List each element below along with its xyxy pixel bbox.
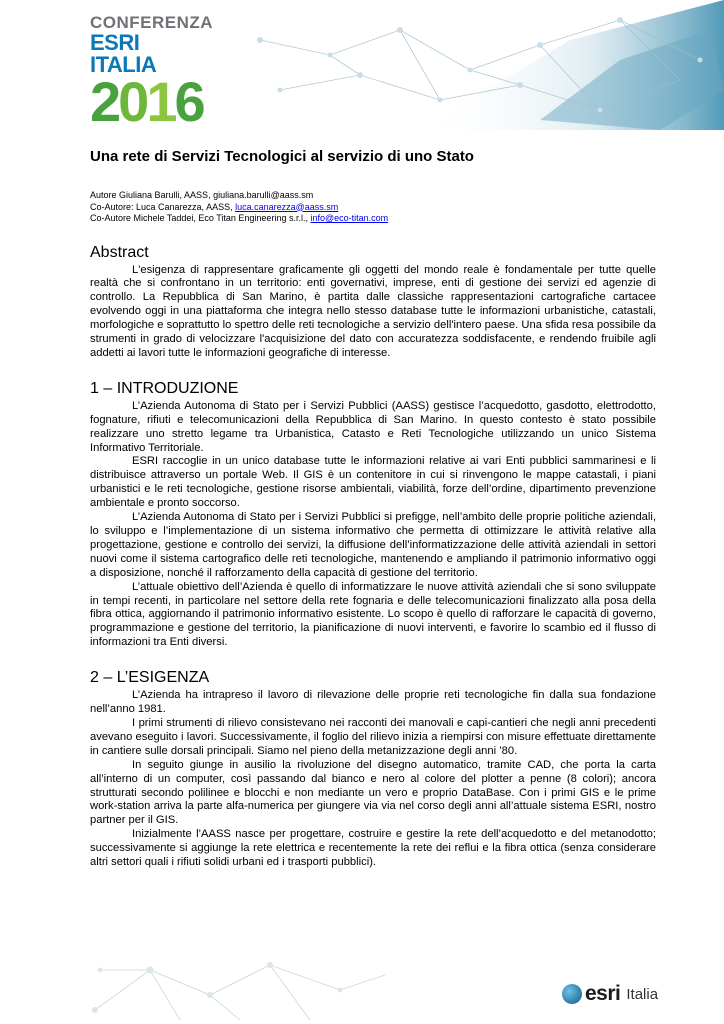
- footer-network-art: [90, 950, 390, 1024]
- paragraph: I primi strumenti di rilievo consistevano nei racconti dei manovali e capi-cantieri che negli anni precedenti avevano eseguito i lavori. Successivamente, il foglio del rilievo inizia a riempirsi con misure effettuate direttamente in cantiere sulle dorsali principali. Siamo nel pieno della metanizzazione degli anni ’80.: [90, 716, 656, 757]
- section-heading: 2 – L’ESIGENZA: [90, 669, 210, 687]
- globe-icon: [562, 984, 582, 1004]
- paragraph: L’Azienda ha intrapreso il lavoro di rilevazione delle proprie reti tecnologiche fin dalla sua fondazione nell’anno 1981.: [90, 689, 656, 716]
- section-introduzione: [90, 379, 656, 650]
- paper-title: Una rete di Servizi Tecnologici al servizio di uno Stato: [90, 148, 474, 165]
- italia-wordmark: Italia: [626, 985, 659, 1003]
- logo-year: 2016: [90, 70, 203, 133]
- section-heading: 1 – INTRODUZIONE: [90, 379, 239, 397]
- header-network-art: [240, 0, 724, 130]
- paragraph: L'esigenza di rappresentare graficamente gli oggetti del mondo reale è fondamentale per tutte quelle realtà che si confrontano in un territorio: enti governativi, imprese, enti di gestione dei servizi ed agenzie di controllo. La Repubblica di San Marino, è partita dalle classiche rappresentazioni cartografiche cartacee evolvendo oggi in una piattaforma che integra nello stesso database tutte le informazioni urbanistiche, catastali, morfologiche e soprattutto lo spettro delle reti tecnologiche a servizio dell'intero paese. Una sfida resa possibile da strumenti in grado di velocizzare l'acquisizione del dato con accuratezza soddisfacente, e rendendo fruibile agli addetti ai lavori tutte le informazioni geografiche di interesse.: [90, 263, 656, 359]
- esri-italia-logo: [562, 982, 658, 1006]
- paragraph: L’Azienda Autonoma di Stato per i Servizi Pubblici (AASS) gestisce l’acquedotto, gasdotto, elettrodotto, fognature, rifiuti e telecomunicazioni della Repubblica di San Marino. In questo contesto è stato possibile realizzare uno stretto legame tra Urbanistica, Catasto e Reti Tecnologiche utilizzando un unico Sistema Informativo Territoriale.: [90, 399, 656, 454]
- conference-logo: [90, 13, 214, 133]
- author-line: Autore Giuliana Barulli, AASS, giuliana.barulli@aass.sm: [90, 190, 314, 200]
- author-line: Co-Autore: Luca Canarezza, AASS, luca.canarezza@aass.sm: [90, 201, 339, 212]
- paragraph: ESRI raccoglie in un unico database tutte le informazioni relative ai vari Enti pubblici sammarinesi e li distribuisce attraverso un portale Web. Il GIS è un contenitore in cui si rinvengono le mappe catastali, i piani urbanistici e le reti tecnologiche, gestione risorse ambientali, viabilità, forze dell’ordine, dipartimento prevenzione ambientale e pronto soccorso.: [90, 455, 656, 510]
- paragraph: L’Azienda Autonoma di Stato per i Servizi Pubblici si prefigge, nell’ambito delle proprie politiche aziendali, lo sviluppo e l’implementazione di un sistema informativo che permetta di ottimizzare le attività relative alla progettazione, gestione e controllo dei servizi, la diffusione dell’informatizzazione delle attività aziendali in settori nuovi come il sistema cartografico delle reti tecnologiche, mantenendo e ampliando il patrimonio informativo oggi a disposizione, nonché il rafforzamento della capacità di gestione del territorio.: [90, 511, 656, 579]
- paragraph: Inizialmente l’AASS nasce per progettare, costruire e gestire la rete dell’acquedotto e del metanodotto; successivamente si aggiunge la rete elettrica e recentemente la rete dei reflui e la fibra ottica (senza considerare altri settori quali i rifiuti solidi urbani ed i trasporti pubblici).: [90, 828, 656, 869]
- logo-conferenza: CONFERENZA: [90, 13, 214, 32]
- section-esigenza: [90, 668, 656, 870]
- author-line: Co-Autore Michele Taddei, Eco Titan Engineering s.r.l., info@eco-titan.com: [90, 213, 389, 223]
- paper-body: [90, 148, 656, 888]
- paragraph: L’attuale obiettivo dell’Azienda è quello di informatizzare le nuove attività aziendali che si sono sviluppate in tempi recenti, in particolare nel settore della rete fognaria e delle telecomunicazioni finalizzato alla posa della fibra ottica, aggiornando il patrimonio informativo esistente. Lo scopo è quello di rafforzare le capacità di governo, programmazione e gestione del territorio, la pianificazione di nuovi interventi, e favorire lo scambio ed il flusso di informazioni tra Enti diversi.: [90, 580, 656, 649]
- section-abstract: [90, 243, 656, 361]
- email-link[interactable]: info@eco-titan.com: [310, 213, 389, 223]
- logo-esri-italia: ESRI ITALIA: [90, 30, 157, 77]
- email-link[interactable]: luca.canarezza@aass.sm: [235, 201, 339, 212]
- paragraph: In seguito giunge in ausilio la rivoluzione del disegno automatico, tramite CAD, che porta la carta all’interno di un computer, così passando dal bianco e nero al colore del plotter a penne (8 colori); ancora strutturati secondo polilinee e blocchi e non mediante un vero e proprio DataBase. Con i primi GIS e le prime work-station arriva la parte alfa-numerica per giungere via via nel corso degli anni all’attuale sistema ESRI, nostro partner per il GIS.: [90, 758, 656, 827]
- section-heading: Abstract: [90, 243, 149, 261]
- author-list: [90, 190, 656, 225]
- esri-wordmark: esri: [585, 982, 621, 1005]
